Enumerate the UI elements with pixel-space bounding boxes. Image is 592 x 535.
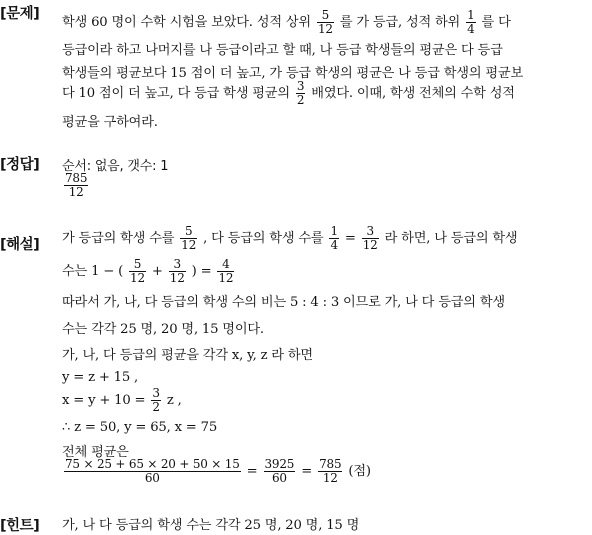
hint-label: [힌트] xyxy=(0,518,40,534)
problem-line-3: 학생들의 평균보다 15 점이 더 높고, 가 등급 학생의 평균은 나 등급 학생의 평균보 xyxy=(62,66,523,81)
problem-label: [문제] xyxy=(0,6,40,22)
solution-line-6: y = z + 15 , xyxy=(62,370,139,385)
answer-meta: 순서: 없음, 갯수: 1 xyxy=(62,159,169,174)
solution-line-9: 전체 평균은 xyxy=(62,445,129,460)
problem-line-4: 다 10 점이 더 높고, 다 등급 학생 평균의 $\frac{3}{2}$ 배였다. 이때, 학생 전체의 수학 성적 xyxy=(62,79,515,107)
solution-label: [해설] xyxy=(0,237,40,253)
solution-line-3: 따라서 가, 나, 다 등급의 학생 수의 비는 5 : 4 : 3 이므로 가, 나 다 등급의 학생 xyxy=(62,295,505,310)
solution-line-5: 가, 나, 다 등급의 평균을 각각 x, y, z 라 하면 xyxy=(62,348,313,363)
solution-line-4: 수는 각각 25 명, 20 명, 15 명이다. xyxy=(62,322,264,337)
solution-line-8: ∴ z = 50, y = 65, x = 75 xyxy=(62,420,218,435)
fraction-1-4: $\frac{1}{4}$ xyxy=(467,8,475,36)
fraction-5-12: $\frac{5}{12}$ xyxy=(317,8,333,36)
hint-text: 가, 나 다 등급의 학생 수는 각각 25 명, 20 명, 15 명 xyxy=(62,518,360,533)
answer-fraction: $\frac{785}{12}$ xyxy=(65,171,88,199)
solution-line-7: x = y + 10 = $\frac{3}{2}$ z , xyxy=(62,386,182,414)
problem-line-1: 학생 60 명이 수학 시험을 보았다. 성적 상위 $\frac{5}{12}$ 를 가 등급, 성적 하위 $\frac{1}{4}$ 를 다 xyxy=(62,8,511,36)
fraction-3-2: $\frac{3}{2}$ xyxy=(296,79,305,107)
total-average-fraction: $\frac{75 \times 25 + 65 \times 20 + 50 \times 15}{60}$ xyxy=(65,457,240,485)
answer-label: [정답] xyxy=(0,157,40,173)
solution-line-10: $\frac{75 \times 25 + 65 \times 20 + 50 \times 15}{60}$ = $\frac{3925}{60}$ = $\frac{785}{12}$ (점) xyxy=(65,457,371,485)
problem-line-5: 평균을 구하여라. xyxy=(62,115,158,130)
solution-line-2: 수는 1 − ( $\frac{5}{12}$ + $\frac{3}{12}$ ) = $\frac{4}{12}$ xyxy=(62,257,234,285)
solution-line-1: 가 등급의 학생 수를 $\frac{5}{12}$ , 다 등급의 학생 수를 $\frac{1}{4}$ = $\frac{3}{12}$ 라 하면, 나 등급의 학생 xyxy=(62,224,518,252)
problem-line-2: 등급이라 하고 나머지를 나 등급이라고 할 때, 나 등급 학생들의 평균은 다 등급 xyxy=(62,43,503,58)
answer-value xyxy=(62,172,90,199)
